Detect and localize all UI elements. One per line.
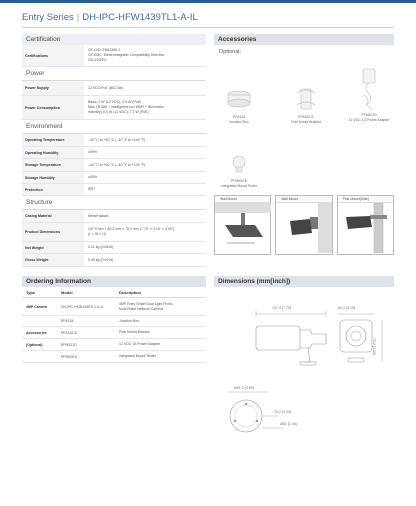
spec-label: Gross Weight bbox=[22, 254, 84, 266]
accessory-grid bbox=[214, 59, 394, 209]
spec-value-line: 0.31 kg (0.68 lb) bbox=[88, 245, 114, 249]
ordering-rows bbox=[22, 298, 206, 363]
order-type bbox=[22, 351, 58, 362]
spec-label: Certifications bbox=[22, 45, 84, 66]
col-description: Description bbox=[119, 290, 142, 295]
accessory-desc: Integrated Mount Tester bbox=[221, 183, 257, 188]
power-adapter-icon bbox=[348, 63, 390, 113]
spec-value bbox=[84, 172, 206, 183]
spec-value-line: –40 °C to +60 °C (–40 °F to +140 °F) bbox=[88, 137, 146, 142]
dim-mount-diameter: Ø91.2 [3.59] bbox=[234, 386, 254, 390]
spec-value-line: 12 VDC/PoE (802.3af) bbox=[88, 85, 123, 90]
model-name: DH-IPC-HFW1439TL1-A-IL bbox=[82, 12, 198, 23]
spec-value bbox=[84, 242, 206, 253]
order-description bbox=[116, 316, 206, 326]
ordering-heading: Ordering Information bbox=[22, 276, 206, 287]
mount-diagrams bbox=[214, 195, 394, 255]
table-row bbox=[22, 339, 206, 351]
section-heading-certification: Certification bbox=[22, 34, 206, 45]
order-model: PFA152-E bbox=[61, 330, 77, 335]
pole-mount-icon bbox=[338, 203, 394, 253]
accessory-name: PFM321D bbox=[361, 113, 377, 117]
spec-value bbox=[84, 81, 206, 95]
spec-value bbox=[84, 254, 206, 266]
spec-row bbox=[22, 210, 206, 223]
spec-label: Product Dimensions bbox=[22, 223, 84, 241]
spec-label: Storage Temperature bbox=[22, 159, 84, 171]
accessory-item bbox=[218, 147, 260, 188]
spec-value-line: Basic: 2 W (12 VDC); 2.5 W (PoE) bbox=[88, 100, 142, 104]
mount-label: Pole Mount(Side) bbox=[338, 196, 393, 203]
accessory-name: PFA152-E bbox=[298, 115, 314, 119]
spec-row bbox=[22, 172, 206, 184]
spec-value-line: 2014/30/EU bbox=[88, 58, 107, 62]
section-heading-environment: Environment bbox=[22, 120, 206, 134]
accessory-name: PFA134 bbox=[232, 115, 246, 119]
table-row bbox=[22, 327, 206, 339]
mount-tester-icon bbox=[218, 147, 260, 179]
junction-box-icon bbox=[218, 83, 260, 115]
section-heading-power: Power bbox=[22, 67, 206, 81]
table-row bbox=[22, 298, 206, 316]
header-divider bbox=[22, 27, 394, 28]
camera-dimension-drawing bbox=[214, 290, 394, 440]
order-description-line: Junction Box bbox=[119, 318, 140, 323]
ordering-table bbox=[22, 276, 206, 363]
spec-row bbox=[22, 96, 206, 120]
spec-value-line: CE-EMC: Electromagnetic Compatibility Directive bbox=[88, 53, 165, 57]
order-model: PFM900-E bbox=[61, 354, 78, 359]
wall-mount-icon bbox=[215, 203, 271, 253]
spec-row bbox=[22, 242, 206, 254]
spec-row bbox=[22, 45, 206, 67]
pole-bracket-icon bbox=[285, 83, 327, 115]
dim-base-1: 76.2 [3.00] bbox=[274, 410, 291, 414]
dim-base-2: Ø62 [2.44] bbox=[280, 422, 297, 426]
spec-value-line: IP67 bbox=[88, 187, 96, 191]
order-type: 4MP Camera bbox=[26, 304, 47, 309]
spec-row bbox=[22, 159, 206, 172]
spec-value bbox=[84, 159, 206, 171]
pole-mount-diagram bbox=[337, 195, 394, 255]
order-type: Accessories bbox=[26, 330, 47, 335]
col-model: Model bbox=[61, 290, 73, 295]
spec-row bbox=[22, 254, 206, 267]
section-heading-structure: Structure bbox=[22, 196, 206, 210]
spec-row bbox=[22, 81, 206, 96]
spec-value bbox=[84, 210, 206, 222]
mount-label: Wall Mount bbox=[276, 196, 331, 203]
accessory-desc: 12 VDC 1 A Power Adapter bbox=[348, 117, 390, 122]
spec-value bbox=[84, 45, 206, 66]
wall-mount-diagram bbox=[214, 195, 271, 255]
spec-value bbox=[84, 147, 206, 158]
spec-value-line: ≤95% bbox=[88, 175, 97, 179]
order-model: PFM321D bbox=[61, 342, 77, 347]
spec-label: Power Consumption bbox=[22, 96, 84, 119]
spec-label: Protection bbox=[22, 184, 84, 195]
order-description bbox=[116, 339, 206, 350]
order-description-line: 12 VDC 1A Power Adapter bbox=[119, 342, 161, 346]
spec-value-line: 197.9 mm × 80.2 mm × 76.2 mm (7.79" × 3.16" × 3.00") bbox=[88, 227, 175, 231]
spec-value bbox=[84, 96, 206, 119]
accessory-name: PFM900-E bbox=[230, 179, 248, 183]
order-type bbox=[22, 316, 58, 326]
spec-value-line: Max. (H.265 + intelligence pro WDR + illuminator bbox=[88, 105, 164, 109]
spec-value-line: CE-LVD: EN62368-1 bbox=[88, 48, 121, 52]
table-row bbox=[22, 351, 206, 363]
order-model: DH-IPC-HFW1439TL1-A-IL bbox=[61, 304, 104, 309]
spec-label: Operating Temperature bbox=[22, 134, 84, 146]
spec-label: Power Supply bbox=[22, 81, 84, 95]
spec-row bbox=[22, 184, 206, 196]
spec-row bbox=[22, 134, 206, 147]
order-description-line: focal Bullet Network Camera bbox=[119, 306, 164, 311]
spec-label: Casing Material bbox=[22, 210, 84, 222]
spec-table bbox=[22, 34, 206, 267]
spec-label: Operating Humidity bbox=[22, 147, 84, 158]
spec-label: Storage Humidity bbox=[22, 172, 84, 183]
spec-value bbox=[84, 223, 206, 241]
spec-value-line: (L × W × H) bbox=[88, 232, 106, 236]
table-row bbox=[22, 316, 206, 327]
header-separator: | bbox=[76, 12, 80, 23]
accessory-item bbox=[285, 83, 327, 124]
dimensions-panel bbox=[214, 276, 394, 287]
series-name: Entry Series bbox=[22, 12, 74, 23]
accessories-heading: Accessories bbox=[214, 34, 394, 45]
dim-height: 76.2 [3.00] bbox=[372, 338, 376, 355]
ordering-columns bbox=[22, 287, 206, 298]
order-description bbox=[116, 351, 206, 362]
spec-label: Net Weight bbox=[22, 242, 84, 253]
col-type: Type bbox=[26, 290, 36, 295]
optional-label: Optional: bbox=[219, 49, 242, 55]
mount-label: Wall Mount bbox=[215, 196, 270, 203]
order-description-line: Pole Mount Bracket bbox=[119, 330, 150, 334]
dim-length: 197.9 [7.79] bbox=[272, 306, 291, 310]
accessory-desc: Junction Box bbox=[229, 119, 249, 124]
top-accent-bar bbox=[0, 0, 416, 3]
order-description bbox=[116, 327, 206, 338]
order-description-line: 4MP Entry Smart Dual Light Fixed- bbox=[119, 301, 174, 306]
dimension-drawings bbox=[214, 290, 394, 445]
spec-value bbox=[84, 134, 206, 146]
spec-row bbox=[22, 147, 206, 159]
accessory-item bbox=[218, 83, 260, 124]
order-description bbox=[116, 298, 206, 315]
wall-mount-diagram bbox=[275, 195, 332, 255]
wall-mount-side-icon bbox=[276, 203, 332, 253]
accessories-panel bbox=[214, 34, 394, 209]
spec-row bbox=[22, 223, 206, 242]
accessory-desc: Pole Mount Bracket bbox=[291, 119, 321, 124]
dim-width: 80.2 [3.16] bbox=[338, 306, 355, 310]
page-header bbox=[22, 12, 198, 23]
spec-value-line: ≤95% bbox=[88, 150, 97, 154]
dimensions-heading: Dimensions (mm[inch]) bbox=[214, 276, 394, 287]
spec-value-line: 0.45 kg (0.99 lb) bbox=[88, 257, 114, 262]
spec-value-line: intensity) 6.4 W (12 VDC); 7.7 W (PoE) bbox=[88, 110, 149, 114]
order-model: PFA134 bbox=[61, 319, 74, 323]
accessory-item bbox=[348, 63, 390, 122]
spec-value bbox=[84, 184, 206, 195]
spec-value-line: –40 °C to +60 °C (–40 °F to +140 °F) bbox=[88, 162, 146, 167]
order-description-line: Integrated Mount Tester bbox=[119, 354, 156, 358]
spec-value-line: Metal+plastic bbox=[88, 213, 109, 218]
order-type: (Optional) bbox=[26, 342, 43, 347]
